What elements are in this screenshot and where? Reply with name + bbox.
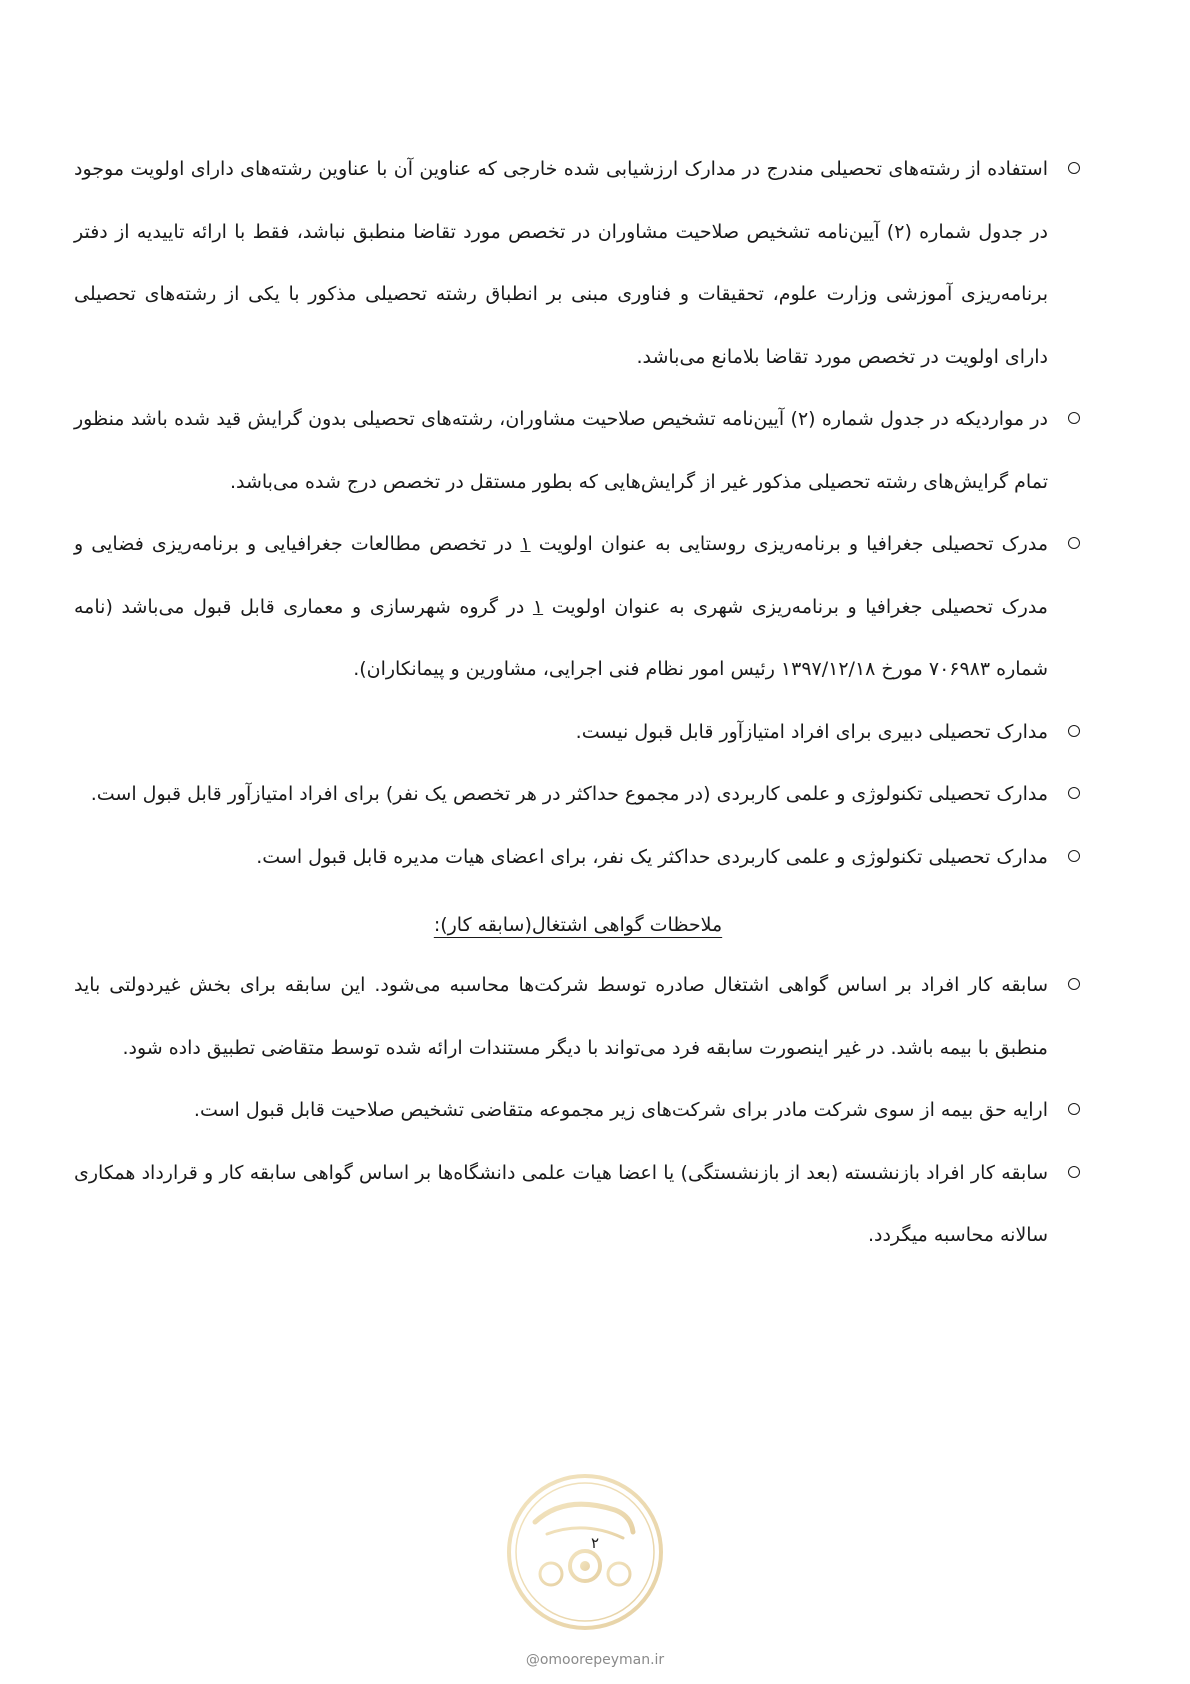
circle-bullet-icon — [1068, 1103, 1080, 1115]
list-item-text: در مواردیکه در جدول شماره (۲) آیین‌نامه تشخیص صلاحیت مشاوران، رشته‌های تحصیلی بدون گرایش قید شده باشد منظور تمام گرایش‌های رشته تحصیلی مذکور غیر از گرایش‌هایی که بطور مستقل در تخصص درج شده می‌باشد. — [74, 408, 1048, 493]
list-item-text-part: در گروه شهرسازی و معماری قابل قبول می‌باشد (نامه شماره ۷۰۶۹۸۳ مورخ ۱۳۹۷/۱۲/۱۸ رئیس امور نظام فنی اجرایی، مشاورین و پیمانکاران). — [74, 595, 1048, 680]
omoorepeyman-logo-watermark — [505, 1472, 665, 1632]
footer-url: @omoorepeyman.ir — [525, 1652, 665, 1668]
section-heading-text: ملاحظات گواهی اشتغال(سابقه کار): — [433, 914, 723, 936]
list-item-text-part: مدرک تحصیلی جغرافیا و برنامه‌ریزی روستایی به عنوان اولویت — [530, 533, 1048, 555]
work-experience-list — [74, 954, 1082, 1267]
priority-number: ۱ — [532, 595, 544, 618]
list-item — [74, 763, 1082, 826]
page-number: ۲ — [590, 1534, 600, 1552]
priority-number: ۱ — [520, 533, 531, 555]
list-item — [74, 388, 1082, 513]
list-item-text: سابقه کار افراد بر اساس گواهی اشتغال صادره توسط شرکت‌ها محاسبه می‌شود. این سابقه برای بخش غیردولتی باید منطبق با بیمه باشد. در غیر اینصورت سابقه فرد می‌تواند با دیگر مستندات ارائه شده توسط متقاضی تطبیق داده شود. — [74, 974, 1048, 1059]
circle-bullet-icon — [1068, 850, 1080, 862]
list-item — [74, 701, 1082, 764]
list-item — [74, 513, 1082, 701]
circle-bullet-icon — [1068, 412, 1080, 424]
list-item-text-part: در تخصص مطالعات جغرافیایی و برنامه‌ریزی فضایی و مدرک تحصیلی جغرافیا و برنامه‌ریزی شهری به عنوان اولویت — [74, 533, 1048, 618]
education-notes-section — [74, 138, 1082, 888]
list-item-text: مدارک تحصیلی تکنولوژی و علمی کاربردی حداکثر یک نفر، برای اعضای هیات مدیره قابل قبول است. — [256, 845, 1048, 868]
list-item — [74, 138, 1082, 388]
education-notes-list — [74, 138, 1082, 888]
list-item-text: ارایه حق بیمه از سوی شرکت مادر برای شرکت‌های زیر مجموعه متقاضی تشخیص صلاحیت قابل قبول است. — [193, 1099, 1048, 1121]
list-item — [74, 1079, 1082, 1142]
list-item — [74, 954, 1082, 1079]
document-content — [74, 138, 1082, 1267]
list-item-text: مدارک تحصیلی دبیری برای افراد امتیازآور قابل قبول نیست. — [575, 720, 1048, 743]
circle-bullet-icon — [1068, 1166, 1080, 1178]
circle-bullet-icon — [1068, 162, 1080, 174]
list-item — [74, 1142, 1082, 1267]
list-item — [74, 826, 1082, 889]
list-item-text: سابقه کار افراد بازنشسته (بعد از بازنشستگی) یا اعضا هیات علمی دانشگاه‌ها بر اساس گواهی سابقه کار و قرارداد همکاری سالانه محاسبه میگردد. — [74, 1161, 1048, 1246]
circle-bullet-icon — [1068, 978, 1080, 990]
circle-bullet-icon — [1068, 537, 1080, 549]
circle-bullet-icon — [1068, 725, 1080, 737]
list-item-text: مدارک تحصیلی تکنولوژی و علمی کاربردی (در مجموع حداکثر در هر تخصص یک نفر) برای افراد امتیازآور قابل قبول است. — [90, 783, 1048, 805]
work-experience-section — [74, 954, 1082, 1267]
list-item-text: استفاده از رشته‌های تحصیلی مندرج در مدارک ارزشیابی شده خارجی که عناوین آن با عناوین رشته‌های دارای اولویت موجود در جدول شماره (۲) آیین‌نامه تشخیص صلاحیت مشاوران در تخصص مورد تقاضا منطبق نباشد، فقط با ارائه تاییدیه از دفتر برنامه‌ریزی آموزشی وزارت علوم، تحقیقات و فناوری مبنی بر انطباق رشته تحصیلی مذکور با یکی از رشته‌های تحصیلی دارای اولویت در تخصص مورد تقاضا بلامانع می‌باشد. — [74, 158, 1048, 368]
section-heading — [74, 894, 1082, 956]
circle-bullet-icon — [1068, 787, 1080, 799]
